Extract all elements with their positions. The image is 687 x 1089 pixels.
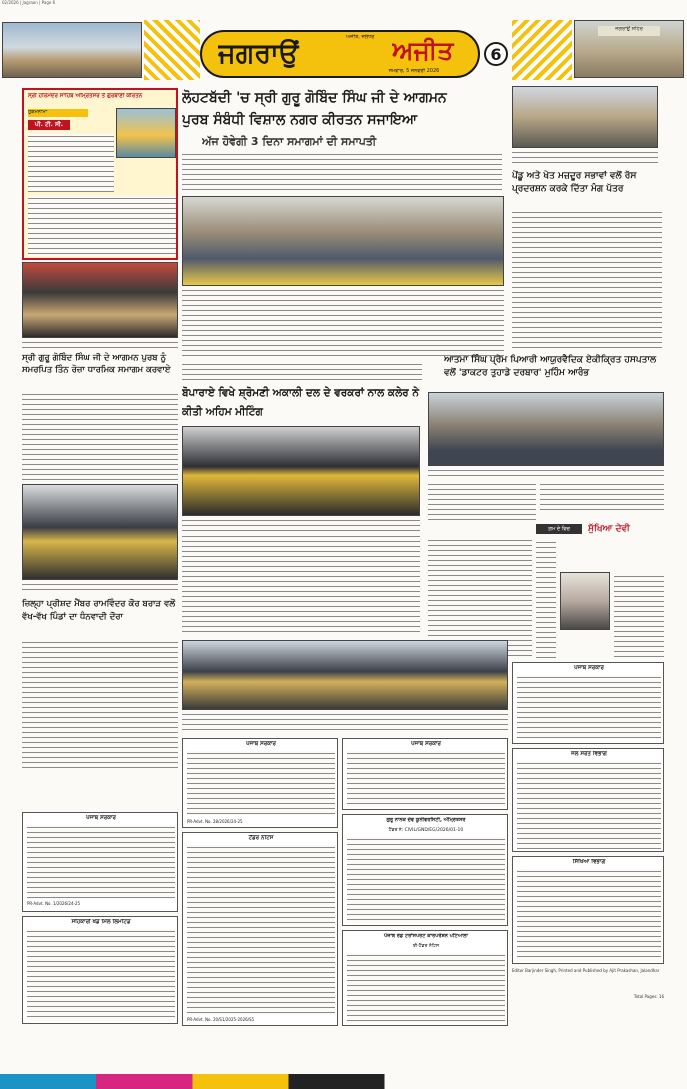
ad-transport-title: ਪੰਜਾਬ ਰੋਡ ਟਰਾਂਸਪੋਰਟ ਕਾਰਪੋਰੇਸ਼ਨ ਪਟਿਆਲਾ (384, 933, 468, 939)
main-subhead: ਅੱਜ ਹੋਵੇਗੀ 3 ਦਿਨਾ ਸਮਾਗਮਾਂ ਦੀ ਸਮਾਪਤੀ (202, 135, 377, 148)
obituary-name: ਸੁੱਖਿਆ ਦੇਵੀ (588, 524, 630, 534)
hospital-text (428, 482, 536, 524)
ptc-ad-tag: ਪੀ. ਟੀ. ਸੀ. (28, 120, 70, 130)
ad-center-3-body (187, 845, 335, 1015)
meeting-photo (182, 640, 508, 710)
main-story-text-2 (182, 298, 504, 358)
masthead-brand: ਅਜੀਤ (392, 36, 454, 65)
ad-transport-body (347, 953, 505, 1023)
mela-headline: ਸ੍ਰੀ ਗੁਰੂ ਗੋਬਿੰਦ ਸਿੰਘ ਜੀ ਦੇ ਆਗਮਨ ਪੁਰਬ ਨੂੰ ਸਮਰਪਿਤ ਤਿੰਨ ਰੋਜ਼ਾ ਧਾਰਮਿਕ ਸਮਾਗਮ ਕਰਵਾਏ (22, 353, 171, 375)
meeting-caption (182, 712, 508, 732)
akali-caption (182, 518, 420, 532)
obituary-text-2 (536, 540, 556, 660)
masthead (0, 6, 687, 82)
right-ad-2-title: ਜਲ ਸਰੋਤ ਵਿਭਾਗ (571, 751, 607, 757)
mela-text (22, 392, 178, 480)
masthead-left-photo (2, 22, 142, 78)
page-number: 6 (484, 42, 508, 66)
ad-left-2 (22, 916, 178, 1024)
mela-photo (22, 262, 178, 338)
hospital-headline: ਆਤਮਾ ਸਿੰਘ ਪ੍ਰੇਮ ਪਿਆਰੀ ਆਯੁਰਵੈਦਿਕ ਏਕੀਕ੍ਰਿਤ ਹਸਪਤਾਲ ਵਲੋਂ 'ਡਾਕਟਰ ਤੁਹਾਡੇ ਦਰਬਾਰ' ਮੁਹਿੰਮ ਆਰੰਭ (444, 355, 657, 378)
akali-photo (182, 426, 420, 516)
main-headline-2: ਪੁਰਬ ਸੰਬੰਧੀ ਵਿਸ਼ਾਲ ਨਗਰ ਕੀਰਤਨ ਸਜਾਇਆ (182, 112, 418, 128)
thanks-text (22, 640, 178, 770)
ad-center-1-body (187, 751, 335, 815)
hospital-caption (428, 468, 664, 480)
imprint: Editor Barjinder Singh, Printed and Published by Ajit Prakashan, Jalandhar (512, 968, 660, 973)
ad-left-1-body (27, 825, 175, 899)
total-pages: Total Pages: 16 (633, 994, 664, 999)
akali-text (182, 534, 420, 634)
mela-caption (22, 340, 178, 350)
golden-temple-photo (116, 108, 176, 158)
ad-center-1 (182, 738, 338, 828)
hospital-text-2 (540, 482, 664, 510)
farmers-caption (512, 150, 658, 164)
ad-center-2-body (347, 751, 505, 807)
thanks-headline: ਜ਼ਿਲ੍ਹਾ ਪ੍ਰੀਸ਼ਦ ਮੈਂਬਰ ਰਾਮਵਿੰਦਰ ਕੌਰ ਬਰਾੜ ਵਲੋਂ ਵੱਖ-ਵੱਖ ਪਿੰਡਾਂ ਦਾ ਧੰਨਵਾਦੀ ਦੌਰਾ (22, 599, 176, 622)
ad-center-3-advt: PR-Advt. No. 20/S1/2025-2026/S5 (187, 1017, 255, 1022)
right-ad-1-body (517, 675, 661, 739)
masthead-date: ਸੋਮਵਾਰ, 5 ਜਨਵਰੀ 2026 (388, 68, 440, 74)
thanks-photo (22, 484, 178, 580)
obituary-photo (560, 572, 610, 630)
right-ad-1 (512, 662, 664, 744)
right-ad-3-body (517, 869, 661, 961)
main-headline-1: ਲੋਹਟਬੱਦੀ 'ਚ ਸ੍ਰੀ ਗੁਰੂ ਗੋਬਿੰਦ ਸਿੰਘ ਜੀ ਦੇ ਆਗਮਨ (182, 90, 447, 106)
akali-headline: ਬੋਪਾਰਾਏ ਵਿਖੇ ਸ਼੍ਰੋਮਣੀ ਅਕਾਲੀ ਦਲ ਦੇ ਵਰਕਰਾਂ ਨਾਲ ਕਲੇਰ ਨੇ ਕੀਤੀ ਅਹਿਮ ਮੀਟਿੰਗ (182, 387, 419, 418)
ptc-ad (22, 88, 178, 260)
ad-left-1-title: ਪੰਜਾਬ ਸਰਕਾਰ (86, 815, 116, 821)
nagar-kirtan-caption (182, 288, 504, 296)
ad-center-2-title: ਪੰਜਾਬ ਸਰਕਾਰ (411, 741, 441, 747)
ptc-ad-sub: ਹੁਕਮਨਾਮਾ (28, 109, 88, 117)
thanks-caption (22, 582, 178, 594)
ad-gndu-tender-id: ਟੈਂਡਰ ਨੰ: CIVIL/GND/EG/2026/01-10 (388, 828, 464, 833)
right-ad-1-title: ਪੰਜਾਬ ਸਰਕਾਰ (574, 665, 604, 671)
ad-left-2-title: ਸਹਿਕਾਰੀ ਖੰਡ ਮਿੱਲ ਲਿਮਟਿਡ (71, 919, 131, 925)
ad-gndu-title: ਗੁਰੂ ਨਾਨਕ ਦੇਵ ਯੂਨੀਵਰਸਿਟੀ, ਅੰਮ੍ਰਿਤਸਰ (386, 817, 466, 823)
ad-center-1-advt: PR-Advt. No. 28/2026/24-25 (187, 819, 243, 824)
mid-text (182, 362, 422, 380)
right-ad-3-title: ਸਿੱਖਿਆ ਵਿਭਾਗ (572, 859, 606, 865)
right-ad-2-body (517, 761, 661, 849)
ad-center-3 (182, 832, 338, 1026)
ptc-ad-text (28, 134, 114, 192)
masthead-side-sign: ਜਗਰਾਉਂ ਸ਼ਹਿਰ (598, 26, 660, 36)
right-ad-2 (512, 748, 664, 852)
farmers-photo (512, 86, 658, 148)
main-story-text (182, 152, 502, 194)
farmers-text (512, 210, 662, 348)
ad-gndu-body (347, 837, 505, 923)
ad-center-2 (342, 738, 508, 810)
ad-transport-sub: ਈ-ਟੈਂਡਰ ਨੋਟਿਸ (413, 944, 439, 949)
ptc-ad-title: ਸ੍ਰੀ ਹਰਿਮੰਦਰ ਸਾਹਿਬ ਅੰਮ੍ਰਿਤਸਰ ਤੋਂ ਗੁਰਬਾਣੀ ਕੀਰਤਨ (28, 93, 143, 99)
ad-gndu (342, 814, 508, 926)
hospital-photo (428, 392, 664, 466)
masthead-city: ਜਗਰਾਉਂ (218, 38, 299, 69)
masthead-small: ਅਜੀਤ, ਜਲੰਧਰ (346, 34, 375, 40)
ptc-ad-text-2 (28, 196, 176, 256)
obituary-tag: ਗ਼ਮ ਦੇ ਵਿਚ (536, 524, 582, 534)
ad-center-3-title: ਟੈਂਡਰ ਨੋਟਿਸ (248, 835, 274, 841)
ad-left-1-advt: PR-Advt. No. 1/2026/24-25 (27, 901, 81, 906)
nagar-kirtan-photo (182, 196, 504, 286)
obituary-text-3 (614, 574, 664, 658)
masthead-pattern-left (144, 20, 200, 80)
ad-left-2-body (27, 929, 175, 1021)
masthead-pattern-right (512, 20, 572, 80)
color-registration-bar (0, 1074, 687, 1089)
ad-left-1 (22, 812, 178, 912)
ad-center-1-title: ਪੰਜਾਬ ਸਰਕਾਰ (246, 741, 276, 747)
topline: 02/2026 | Jagraon | Page 6 (2, 0, 56, 5)
farmers-headline: ਪੇਂਡੂ ਅਤੇ ਖੇਤ ਮਜ਼ਦੂਰ ਸਭਾਵਾਂ ਵਲੋਂ ਰੋਸ ਪ੍ਰਦਰਸ਼ਨ ਕਰਕੇ ਦਿੱਤਾ ਮੰਗ ਪੱਤਰ (512, 171, 637, 194)
right-ad-3 (512, 856, 664, 964)
ad-transport (342, 930, 508, 1026)
